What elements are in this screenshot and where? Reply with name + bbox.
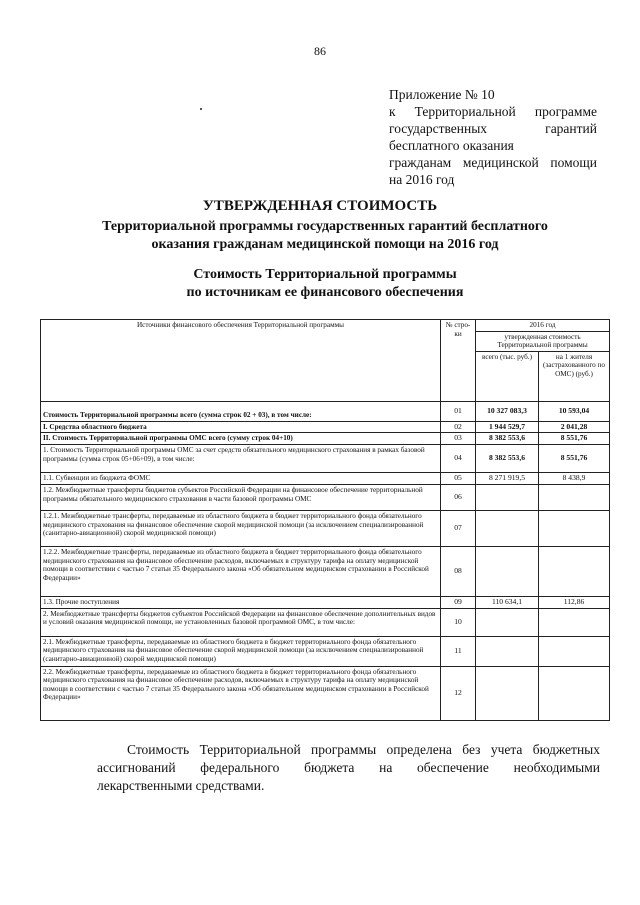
footer-line: Стоимость Территориальной программы определена без учета бюджетных: [127, 742, 600, 757]
annex-line: к Территориальной программе: [389, 104, 597, 119]
row-per-resident: 8 438,9: [539, 472, 610, 484]
row-total: [476, 484, 539, 510]
annex-line: Приложение № 10: [389, 87, 495, 102]
document-title: УТВЕРЖДЕННАЯ СТОИМОСТЬ: [202, 198, 438, 214]
row-per-resident: 8 551,76: [539, 433, 610, 445]
row-total: [476, 608, 539, 636]
row-number: 06: [441, 484, 476, 510]
row-label: 2.1. Межбюджетные трансферты, передаваемые из областного бюджета в бюджет территориального фонда обязательного медицинского страхования на финансовое обеспечение скорой медицинской помощи (за исключением специализированной (санитарно-авиационной) скорой медицинской помощи): [41, 636, 441, 666]
row-total: [476, 546, 539, 596]
section-heading: [60, 266, 590, 302]
annex-line: бесплатного оказания: [389, 138, 514, 153]
row-total: 10 327 083,3: [476, 401, 539, 421]
row-per-resident: [539, 636, 610, 666]
cost-table: [40, 319, 610, 721]
header-source: Источники финансового обеспечения Территориальной программы: [41, 320, 441, 402]
annex-block: [389, 86, 597, 188]
header-row-number: № стро-ки: [441, 320, 476, 402]
row-total: 8 382 553,6: [476, 433, 539, 445]
subtitle-line: Территориальной программы государственных гарантий бесплатного: [102, 219, 548, 234]
footer-line: ассигнований федерального бюджета на обеспечение необходимыми: [97, 760, 600, 775]
row-label: II. Стоимость Территориальной программы ОМС всего (сумму строк 04+10): [41, 433, 441, 445]
row-number: 12: [441, 666, 476, 720]
section-line: Стоимость Территориальной программы: [193, 267, 457, 282]
row-total: [476, 510, 539, 546]
row-total: 8 271 919,5: [476, 472, 539, 484]
row-label: 1.2. Межбюджетные трансферты бюджетов субъектов Российской Федерации на финансовое обеспечение территориальной программы обязательного медицинского страхования в части базовой программы ОМС: [41, 484, 441, 510]
row-label: Стоимость Территориальной программы всего (сумма строк 02 + 03), в том числе:: [41, 401, 441, 421]
row-label: 1. Стоимость Территориальной программы ОМС за счет средств обязательного медицинского страхования в рамках базовой программы (сумма строк 05+06+09), в том числе:: [41, 444, 441, 472]
row-label: 1.3. Прочие поступления: [41, 596, 441, 608]
row-per-resident: [539, 484, 610, 510]
annex-line: государственных гарантий: [389, 121, 597, 136]
footer-line: лекарственными средствами.: [97, 778, 265, 793]
row-number: 03: [441, 433, 476, 445]
row-number: 07: [441, 510, 476, 546]
row-label: 2. Межбюджетные трансферты бюджетов субъектов Российской Федерации на финансовое обеспечение дополнительных видов и условий оказания медицинской помощи, не установленных базовой программой ОМС, в том числе:: [41, 608, 441, 636]
row-per-resident: [539, 608, 610, 636]
section-line: по источникам ее финансового обеспечения: [186, 285, 464, 300]
row-label: I. Средства областного бюджета: [41, 421, 441, 433]
header-approved: утвержденная стоимость Территориальной программы: [476, 331, 610, 351]
annex-line: на 2016 год: [389, 172, 455, 187]
row-label: 1.1. Субвенции из бюджета ФОМС: [41, 472, 441, 484]
subtitle-line: оказания гражданам медицинской помощи на 2016 год: [151, 237, 499, 252]
row-per-resident: 8 551,76: [539, 444, 610, 472]
row-per-resident: 2 041,28: [539, 421, 610, 433]
row-number: 10: [441, 608, 476, 636]
scan-speck: [200, 108, 202, 110]
row-label: 2.2. Межбюджетные трансферты, передаваемые из областного бюджета в бюджет территориального фонда обязательного медицинского страхования на финансовое обеспечение расходов, включаемых в структуру тарифа на оплату медицинской помощи в соответствии с частью 7 статьи 35 Федерального закона «Об обязательном медицинском страховании в Российской Федерации»: [41, 666, 441, 720]
row-label: 1.2.2. Межбюджетные трансферты, передаваемые из областного бюджета в бюджет территориального фонда обязательного медицинского страхования на финансовое обеспечение расходов, включаемых в структуру тарифа на оплату медицинской помощи в соответствии с частью 7 статьи 35 Федерального закона «Об обязательном медицинском страховании в Российской Федерации»: [41, 546, 441, 596]
row-total: [476, 666, 539, 720]
header-per-resident: на 1 жителя (застрахованного по ОМС) (руб.): [539, 351, 610, 401]
header-year: 2016 год: [476, 320, 610, 332]
page-number: 86: [314, 44, 326, 58]
row-per-resident: 10 593,04: [539, 401, 610, 421]
row-per-resident: [539, 666, 610, 720]
row-total: 1 944 529,7: [476, 421, 539, 433]
row-number: 02: [441, 421, 476, 433]
row-number: 01: [441, 401, 476, 421]
row-total: 110 634,1: [476, 596, 539, 608]
row-number: 09: [441, 596, 476, 608]
row-per-resident: [539, 510, 610, 546]
row-number: 08: [441, 546, 476, 596]
row-label: 1.2.1. Межбюджетные трансферты, передаваемые из областного бюджета в бюджет территориального фонда обязательного медицинского страхования на финансовое обеспечение скорой медицинской помощи (за исключением специализированной (санитарно-авиационной) скорой медицинской помощи): [41, 510, 441, 546]
row-number: 05: [441, 472, 476, 484]
footer-note: [97, 741, 600, 795]
row-number: 04: [441, 444, 476, 472]
row-number: 11: [441, 636, 476, 666]
annex-line: гражданам медицинской помощи: [389, 155, 597, 170]
document-subtitle: [60, 218, 590, 254]
header-total: всего (тыс. руб.): [476, 351, 539, 401]
row-total: 8 382 553,6: [476, 444, 539, 472]
row-per-resident: [539, 546, 610, 596]
row-per-resident: 112,86: [539, 596, 610, 608]
row-total: [476, 636, 539, 666]
